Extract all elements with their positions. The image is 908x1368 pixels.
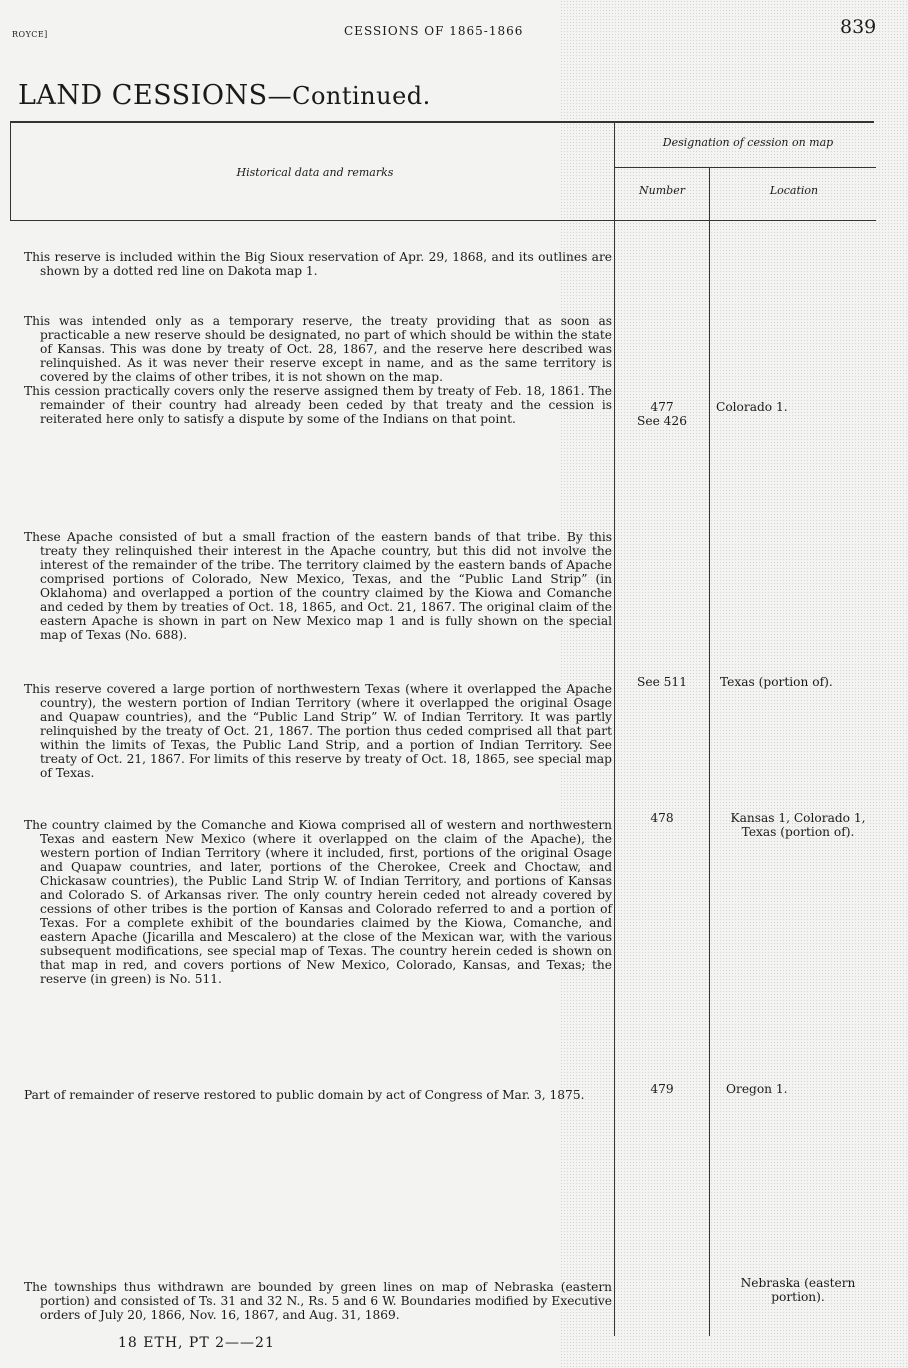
page-title xyxy=(18,80,431,111)
header-remarks: Historical data and remarks xyxy=(236,166,394,179)
cession-number xyxy=(618,675,706,689)
number-line: 479 xyxy=(650,1082,674,1096)
running-head-title: CESSIONS OF 1865-1866 xyxy=(344,24,524,38)
table-top-rule xyxy=(10,121,874,123)
page-number: 839 xyxy=(840,16,877,38)
header-bottom-rule xyxy=(10,220,876,221)
running-head-author: ROYCE] xyxy=(12,30,48,39)
cession-location: Nebraska (eastern portion). xyxy=(740,1276,856,1304)
column-divider-2 xyxy=(709,168,710,1336)
cession-location: Colorado 1. xyxy=(716,400,788,414)
cession-location: Kansas 1, Colorado 1, Texas (portion of). xyxy=(730,811,866,839)
cession-number xyxy=(618,1082,706,1096)
cession-number xyxy=(618,400,706,428)
remark-paragraph: The country claimed by the Comanche and Kiowa comprised all of western and northwestern Texas and eastern New Mexico (where it overlapped on the claim of the Apache), the western portion of Indian Territory (where it included, first, portions of the original Osage and Quapaw countries, and later, portions of the Cherokee, Creek and Choctaw, and Chickasaw countries), the Public Land Strip W. of Indian Territory, and portions of Kansas and Colorado S. of Arkansas river. The only country herein ceded not already covered by cessions of other tribes is the portion of Kansas and Colorado referred to and a portion of Texas. For a complete exhibit of the boundaries claimed by the Kiowa, Comanche, and eastern Apache (Jicarilla and Mescalero) at the close of the Mexican war, with the various subsequent modifications, see special map of Texas. The country herein ceded is shown on that map in red, and covers portions of New Mexico, Colorado, Kansas, and Texas; the reserve (in green) is No. 511. xyxy=(24,818,612,986)
remark-entry-1 xyxy=(24,250,612,278)
table-left-rule xyxy=(10,121,11,220)
remark-entry-7 xyxy=(24,1280,612,1322)
header-location: Location xyxy=(769,184,819,197)
remark-paragraph: This reserve is included within the Big Sioux reservation of Apr. 29, 1868, and its outlines are shown by a dotted red line on Dakota map 1. xyxy=(24,250,612,278)
number-line: 477 xyxy=(650,400,674,414)
header-designation: Designation of cession on map xyxy=(662,136,834,149)
cession-location: Oregon 1. xyxy=(726,1082,788,1096)
designation-rule xyxy=(614,167,876,168)
number-line: See 511 xyxy=(637,675,687,689)
remark-paragraph: This reserve covered a large portion of northwestern Texas (where it overlapped the Apache country), the western portion of Indian Territory (where it overlapped the original Osage and Quapaw countries), and the “Public Land Strip” W. of Indian Territory. It was partly relinquished by the treaty of Oct. 21, 1867. The portion thus ceded comprised all that part within the limits of Texas, the Public Land Strip, and a portion of Indian Territory. See treaty of Oct. 21, 1867. For limits of this reserve by treaty of Oct. 18, 1865, see special map of Texas. xyxy=(24,682,612,780)
column-divider-1 xyxy=(614,121,615,1336)
remark-entry-3 xyxy=(24,530,612,642)
title-continued: —Continued. xyxy=(267,82,431,110)
remark-paragraph: Part of remainder of reserve restored to public domain by act of Congress of Mar. 3, 1875. xyxy=(24,1088,585,1102)
remark-entry-2 xyxy=(24,314,612,426)
cession-number xyxy=(618,811,706,825)
remark-paragraph: The townships thus withdrawn are bounded by green lines on map of Nebraska (eastern portion) and consisted of Ts. 31 and 32 N., Rs. 5 and 6 W. Boundaries modified by Executive orders of July 20, 1866, Nov. 16, 1867, and Aug. 31, 1869. xyxy=(24,1280,612,1322)
number-line: See 426 xyxy=(637,414,687,428)
title-main: LAND CESSIONS xyxy=(18,80,268,111)
remark-paragraph: This was intended only as a temporary reserve, the treaty providing that as soon as practicable a new reserve should be designated, no part of which should be within the state of Kansas. This was done by treaty of Oct. 28, 1867, and the reserve here described was relinquished. As it was never their reserve except in name, and as the same territory is covered by the claims of other tribes, it is not shown on the map. xyxy=(24,314,612,384)
cession-location: Texas (portion of). xyxy=(720,675,833,689)
header-number: Number xyxy=(639,184,685,197)
remark-paragraph: This cession practically covers only the reserve assigned them by treaty of Feb. 18, 1861. The remainder of their country had already been ceded by that treaty and the cession is reiterated here only to satisfy a dispute by some of the Indians on that point. xyxy=(24,384,612,426)
remark-entry-5 xyxy=(24,818,612,986)
remark-entry-4 xyxy=(24,682,612,780)
signature-footer: 18 ETH, PT 2——21 xyxy=(118,1335,275,1351)
remark-paragraph: These Apache consisted of but a small fraction of the eastern bands of that tribe. By this treaty they relinquished their interest in the Apache country, but this did not involve the interest of the remainder of the tribe. The territory claimed by the eastern bands of Apache comprised portions of Colorado, New Mexico, Texas, and the “Public Land Strip” (in Oklahoma) and overlapped a portion of the country claimed by the Kiowa and Comanche and ceded by them by treaties of Oct. 18, 1865, and Oct. 21, 1867. The original claim of the eastern Apache is shown in part on New Mexico map 1 and is fully shown on the special map of Texas (No. 688). xyxy=(24,530,612,642)
remark-entry-6 xyxy=(24,1088,612,1102)
number-line: 478 xyxy=(650,811,674,825)
